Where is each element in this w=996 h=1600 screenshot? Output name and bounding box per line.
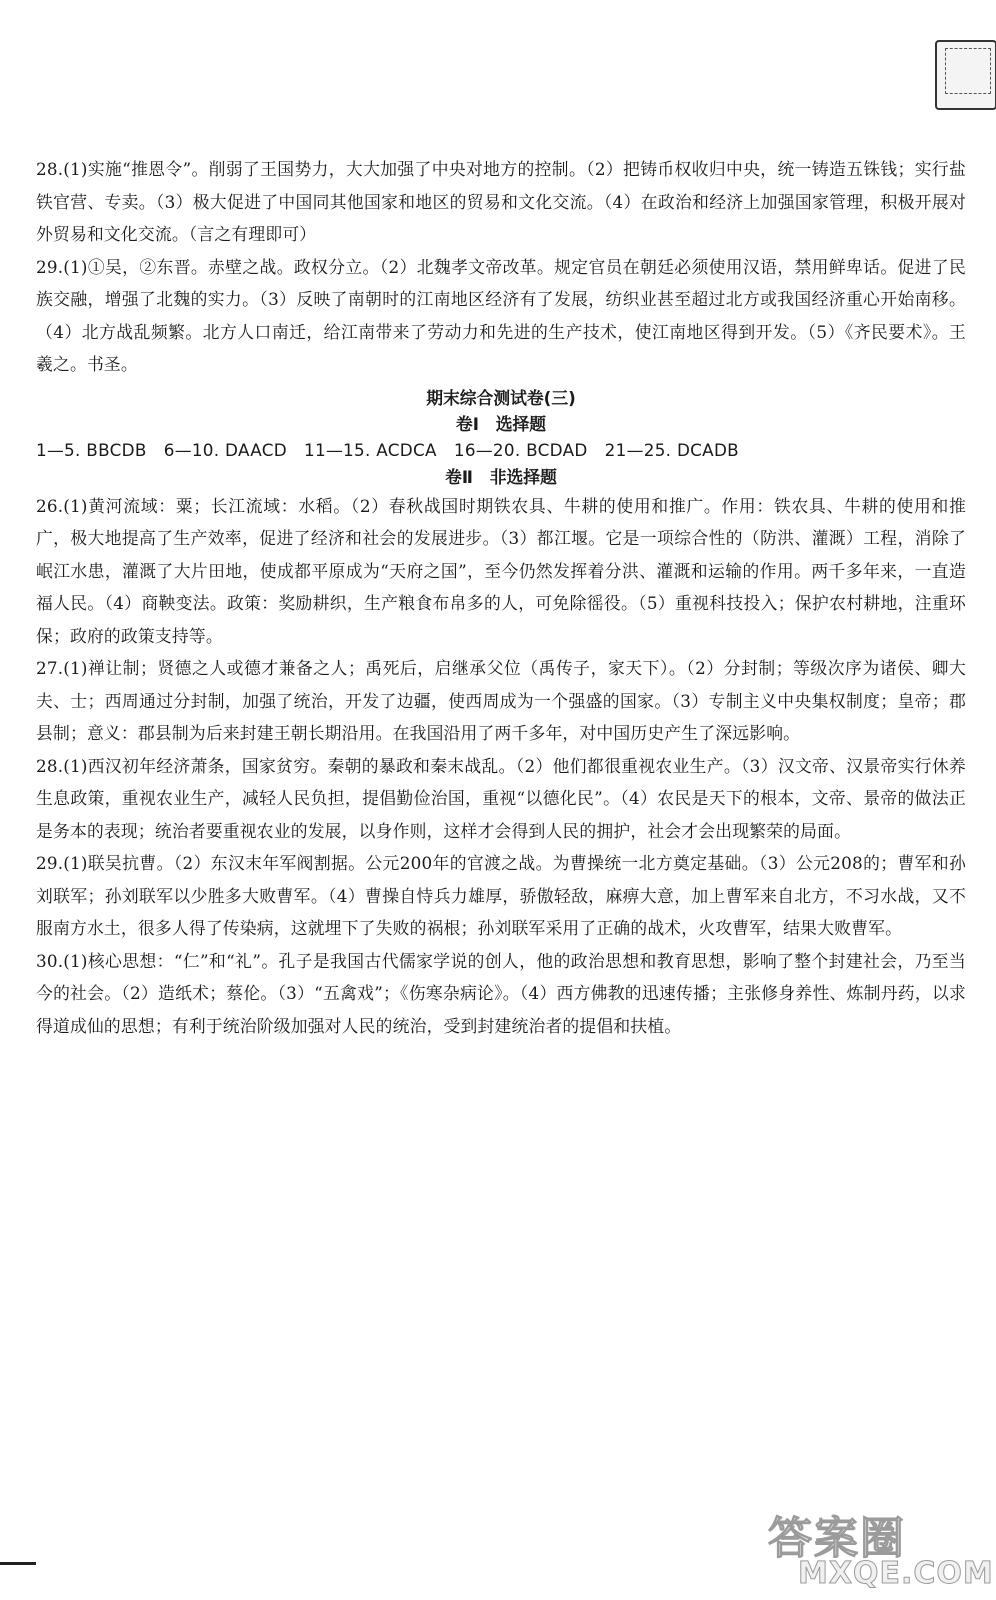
answer-q28: 28.(1)西汉初年经济萧条，国家贫穷。秦朝的暴政和秦末战乱。（2）他们都很重视农业生产。（3）汉文帝、汉景帝实行休养生息政策，重视农业生产，减轻人民负担，提倡勤俭治国，重视“以德化民”。（4）农民是天下的根本，文帝、景帝的做法正是务本的表现；统治者要重视农业的发展，以身作则，这样才会得到人民的拥护，社会才会出现繁荣的局面。 xyxy=(36,755,966,841)
part1-title: 卷Ⅰ 选择题 xyxy=(455,413,547,434)
watermark-logo-text: 答案圈 xyxy=(768,1513,906,1564)
exam-title: 期末综合测试卷(三) xyxy=(426,387,576,408)
answer-q30: 30.(1)核心思想：“仁”和“礼”。孔子是我国古代儒家学说的创人，他的政治思想和教育思想，影响了整个封建社会，乃至当今的社会。（2）造纸术；蔡伦。（3）“五禽戏”；《伤寒杂病论》。（4）西方佛教的迅速传播；主张修身养性、炼制丹药，以求得道成仙的思想；有利于统治阶级加强对人民的统治，受到封建统治者的提倡和扶植。 xyxy=(36,950,966,1036)
answer-q27: 27.(1)禅让制；贤德之人或德才兼备之人；禹死后，启继承父位（禹传子，家天下）。（2）分封制；等级次序为诸侯、卿大夫、士；西周通过分封制，加强了统治，开发了边疆，使西周成为一个强盛的国家。（3）专制主义中央集权制度；皇帝；郡县制；意义：郡县制为后来封建王朝长期沿用。在我国沿用了两千多年，对中国历史产生了深远影响。 xyxy=(36,658,966,743)
stamp-inner-border xyxy=(945,48,991,94)
part2-title: 卷Ⅱ 非选择题 xyxy=(445,466,557,487)
multiple-choice-answers: 1—5. BBCDB 6—10. DAACD 11—15. ACDCA 16—20. BCDAD 21—25. DCADB xyxy=(36,439,739,460)
document-body xyxy=(36,153,966,1042)
watermark-url: MXQE.COM xyxy=(798,1556,994,1591)
answer-q29: 29.(1)联吴抗曹。（2）东汉末年军阀割据。公元200年的官渡之战。为曹操统一北方奠定基础。（3）公元208的；曹军和孙刘联军；孙刘联军以少胜多大败曹军。（4）曹操自恃兵力雄厚，骄傲轻敌，麻痹大意，加上曹军来自北方，不习水战，又不服南方水土，很多人得了传染病，这就埋下了失败的祸根；孙刘联军采用了正确的战术，火攻曹军，结果大败曹军。 xyxy=(36,853,966,938)
site-watermark xyxy=(768,1502,994,1598)
answer-q28-previous: 28.(1)实施“推恩令”。削弱了王国势力，大大加强了中央对地方的控制。（2）把铸币权收归中央，统一铸造五铢钱；实行盐铁官营、专卖。（3）极大促进了中国同其他国家和地区的贸易和文化交流。（4）在政治和经济上加强国家管理，积极开展对外贸易和文化交流。（言之有理即可） xyxy=(36,159,966,244)
page-edge-rule xyxy=(0,1562,36,1565)
stamp-seal xyxy=(935,40,996,110)
answer-q29-previous: 29.(1)①吴，②东晋。赤壁之战。政权分立。（2）北魏孝文帝改革。规定官员在朝廷必须使用汉语，禁用鲜卑话。促进了民族交融，增强了北魏的实力。（3）反映了南朝时的江南地区经济有了发展，纺织业甚至超过北方或我国经济重心开始南移。（4）北方战乱频繁。北方人口南迁，给江南带来了劳动力和先进的生产技术，使江南地区得到开发。（5）《齐民要术》。王羲之。书圣。 xyxy=(36,256,966,374)
answer-q26: 26.(1)黄河流域：粟；长江流域：水稻。（2）春秋战国时期铁农具、牛耕的使用和推广。作用：铁农具、牛耕的使用和推广，极大地提高了生产效率，促进了经济和社会的发展进步。（3）都江堰。它是一项综合性的（防洪、灌溉）工程，消除了岷江水患，灌溉了大片田地，使成都平原成为“天府之国”，至今仍然发挥着分洪、灌溉和运输的作用。两千多年来，一直造福人民。（4）商鞅变法。政策：奖励耕织，生产粮食布帛多的人，可免除徭役。（5）重视科技投入；保护农村耕地，注重环保；政府的政策支持等。 xyxy=(36,495,966,646)
